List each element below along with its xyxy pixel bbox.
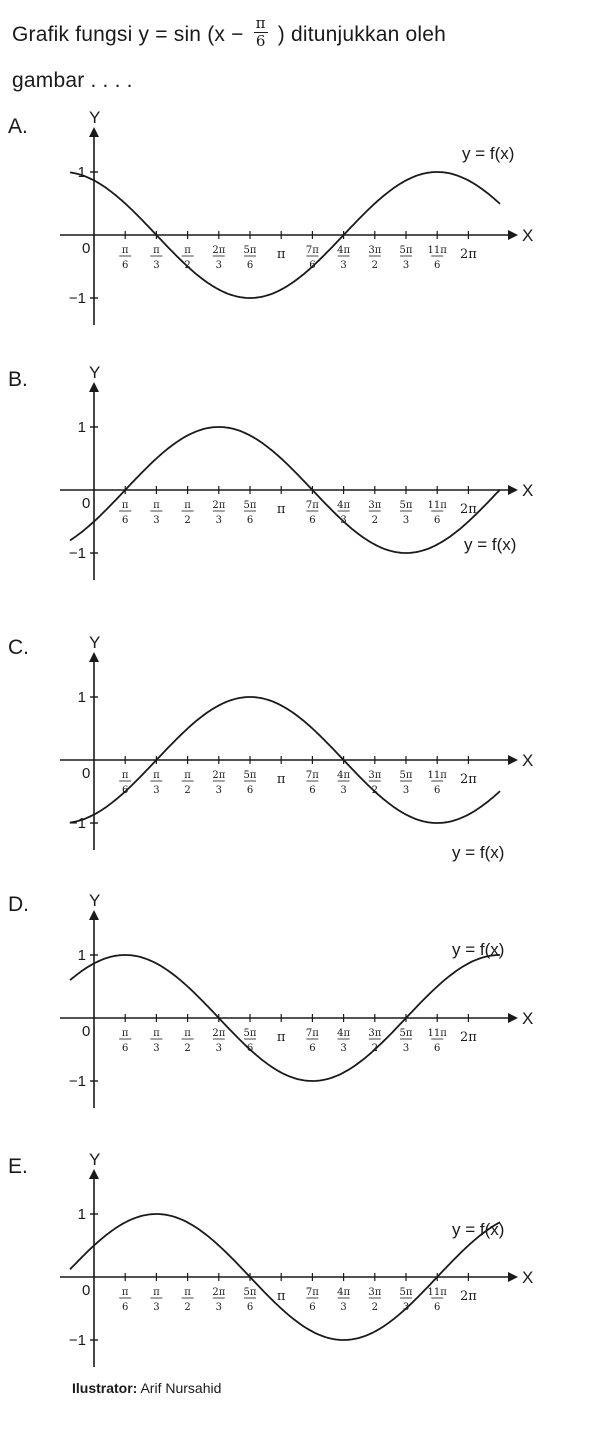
y-axis-arrow xyxy=(89,1169,99,1179)
x-tick-label xyxy=(368,1287,381,1313)
svg-text:5π: 5π xyxy=(399,1287,413,1298)
x-tick-label xyxy=(277,1289,286,1304)
svg-text:6: 6 xyxy=(122,515,129,526)
y-tick-neg-1: −1 xyxy=(68,290,86,307)
svg-text:2: 2 xyxy=(184,515,191,526)
x-axis-arrow xyxy=(508,485,518,495)
svg-text:3: 3 xyxy=(402,515,410,526)
svg-text:π: π xyxy=(276,502,286,517)
x-axis-arrow xyxy=(508,755,518,765)
y-tick-1: 1 xyxy=(77,947,86,964)
svg-text:2π: 2π xyxy=(459,1289,477,1304)
svg-text:3: 3 xyxy=(153,260,160,271)
sine-graph xyxy=(0,633,607,886)
x-tick-label xyxy=(400,1028,413,1054)
svg-text:5π: 5π xyxy=(243,1287,257,1298)
svg-text:5π: 5π xyxy=(243,770,257,781)
svg-text:π: π xyxy=(184,245,191,256)
y-axis-label: Y xyxy=(89,891,101,910)
x-tick-label xyxy=(212,1287,225,1313)
x-axis-label: X xyxy=(522,226,534,245)
svg-text:5π: 5π xyxy=(399,500,413,511)
svg-text:2π: 2π xyxy=(459,247,477,262)
svg-text:2π: 2π xyxy=(459,1030,477,1045)
x-tick-label xyxy=(337,1287,350,1313)
svg-text:π: π xyxy=(121,1028,129,1039)
x-tick-label xyxy=(460,772,477,787)
svg-text:2π: 2π xyxy=(212,1028,226,1039)
svg-text:π: π xyxy=(276,1289,286,1304)
svg-text:7π: 7π xyxy=(305,1028,319,1039)
question-text-start: Grafik fungsi y = sin (x − xyxy=(12,23,244,46)
x-tick-label xyxy=(460,1289,477,1304)
svg-text:3: 3 xyxy=(340,785,347,796)
question-text xyxy=(12,12,597,104)
x-tick-label xyxy=(368,245,381,271)
svg-text:π: π xyxy=(184,500,191,511)
x-tick-label xyxy=(182,1028,194,1054)
svg-text:3: 3 xyxy=(215,785,222,796)
svg-text:π: π xyxy=(153,1287,160,1298)
curve-label: y = f(x) xyxy=(452,940,505,959)
svg-text:3π: 3π xyxy=(368,1287,382,1298)
svg-text:3π: 3π xyxy=(368,500,382,511)
illustrator-label: Ilustrator: xyxy=(72,1380,138,1396)
origin-label: 0 xyxy=(82,240,91,257)
svg-text:2: 2 xyxy=(371,515,378,526)
x-tick-label xyxy=(244,500,257,526)
svg-text:4π: 4π xyxy=(337,1028,351,1039)
x-tick-label xyxy=(400,500,413,526)
svg-text:3: 3 xyxy=(402,1302,410,1313)
svg-text:5π: 5π xyxy=(399,1028,413,1039)
sine-graph xyxy=(0,108,607,365)
svg-text:π: π xyxy=(184,1287,191,1298)
x-tick-label xyxy=(212,245,225,271)
svg-text:2π: 2π xyxy=(212,1287,226,1298)
illustrator-name: Arif Nursahid xyxy=(140,1380,222,1396)
x-tick-label xyxy=(460,1030,477,1045)
x-tick-label xyxy=(428,770,448,796)
svg-text:2π: 2π xyxy=(212,500,226,511)
svg-text:π: π xyxy=(153,770,160,781)
option-c[interactable] xyxy=(0,633,607,886)
origin-label: 0 xyxy=(82,1023,91,1040)
svg-text:3: 3 xyxy=(153,785,160,796)
x-tick-label xyxy=(244,770,257,796)
svg-text:3π: 3π xyxy=(368,245,382,256)
x-tick-label xyxy=(428,1028,448,1054)
svg-text:π: π xyxy=(276,772,286,787)
svg-text:3: 3 xyxy=(340,1302,347,1313)
svg-text:6: 6 xyxy=(309,785,316,796)
svg-text:π: π xyxy=(121,500,129,511)
y-axis-arrow xyxy=(89,382,99,392)
x-tick-label xyxy=(428,1287,448,1313)
x-tick-label xyxy=(306,1287,319,1313)
svg-text:11π: 11π xyxy=(427,1028,447,1039)
x-tick-label xyxy=(150,770,162,796)
y-axis-label: Y xyxy=(89,633,101,652)
x-tick-label xyxy=(306,1028,319,1054)
x-tick-label xyxy=(182,1287,194,1313)
x-axis-label: X xyxy=(522,751,534,770)
option-letter: E. xyxy=(8,1155,28,1178)
svg-text:3: 3 xyxy=(153,515,160,526)
option-b[interactable] xyxy=(0,363,607,618)
option-e[interactable] xyxy=(0,1150,607,1405)
svg-text:6: 6 xyxy=(434,1302,441,1313)
origin-label: 0 xyxy=(82,495,91,512)
curve-label: y = f(x) xyxy=(462,144,515,163)
svg-text:5π: 5π xyxy=(243,245,257,256)
svg-text:6: 6 xyxy=(246,1043,254,1054)
svg-text:3: 3 xyxy=(340,515,347,526)
option-a[interactable] xyxy=(0,108,607,365)
svg-text:3: 3 xyxy=(153,1302,160,1313)
svg-text:2: 2 xyxy=(184,1302,191,1313)
x-tick-label xyxy=(119,1028,131,1054)
svg-text:6: 6 xyxy=(246,515,254,526)
svg-text:3: 3 xyxy=(402,785,410,796)
svg-text:3π: 3π xyxy=(368,1028,382,1039)
svg-text:11π: 11π xyxy=(427,1287,447,1298)
svg-text:5π: 5π xyxy=(399,770,413,781)
x-tick-label xyxy=(277,772,286,787)
svg-text:π: π xyxy=(153,245,160,256)
y-axis-arrow xyxy=(89,910,99,920)
option-letter: B. xyxy=(8,368,28,391)
svg-text:2π: 2π xyxy=(459,772,477,787)
x-tick-label xyxy=(368,500,381,526)
x-tick-label xyxy=(277,502,286,517)
y-tick-1: 1 xyxy=(77,689,86,706)
svg-text:3: 3 xyxy=(215,260,222,271)
x-tick-label xyxy=(400,770,413,796)
x-tick-label xyxy=(150,1287,162,1313)
x-tick-label xyxy=(337,1028,350,1054)
svg-text:7π: 7π xyxy=(305,245,319,256)
x-tick-label xyxy=(119,500,131,526)
svg-text:5π: 5π xyxy=(399,245,413,256)
x-axis-arrow xyxy=(508,1013,518,1023)
svg-text:6: 6 xyxy=(246,260,254,271)
svg-text:2: 2 xyxy=(371,1302,378,1313)
x-tick-label xyxy=(182,500,194,526)
svg-text:π: π xyxy=(121,245,129,256)
svg-text:2: 2 xyxy=(371,785,378,796)
y-tick-1: 1 xyxy=(77,164,86,181)
x-tick-label xyxy=(119,1287,131,1313)
x-tick-label xyxy=(400,245,413,271)
question-text-end: ) ditunjukkan oleh xyxy=(277,23,446,46)
y-tick-neg-1: −1 xyxy=(68,1073,86,1090)
svg-text:π: π xyxy=(121,770,129,781)
svg-text:3π: 3π xyxy=(368,770,382,781)
svg-text:6: 6 xyxy=(434,260,441,271)
x-tick-label xyxy=(428,500,448,526)
svg-text:3: 3 xyxy=(215,1043,222,1054)
svg-text:5π: 5π xyxy=(243,500,257,511)
svg-text:π: π xyxy=(184,1028,191,1039)
x-tick-label xyxy=(212,500,225,526)
x-tick-label xyxy=(460,247,477,262)
sine-graph xyxy=(0,893,607,1143)
svg-text:4π: 4π xyxy=(337,1287,351,1298)
svg-text:π: π xyxy=(184,770,191,781)
svg-text:3: 3 xyxy=(340,1043,347,1054)
option-letter: D. xyxy=(8,893,29,916)
svg-text:2: 2 xyxy=(184,1043,191,1054)
x-tick-label xyxy=(337,770,350,796)
sine-graph xyxy=(0,1150,607,1405)
x-tick-label xyxy=(428,245,448,271)
svg-text:π: π xyxy=(153,500,160,511)
x-tick-label xyxy=(244,245,257,271)
y-axis-label: Y xyxy=(89,108,101,127)
x-tick-label xyxy=(277,247,286,262)
y-tick-1: 1 xyxy=(77,419,86,436)
x-axis-label: X xyxy=(522,1268,534,1287)
x-axis-arrow xyxy=(508,230,518,240)
svg-text:2: 2 xyxy=(184,260,191,271)
svg-text:4π: 4π xyxy=(337,245,351,256)
fraction-numerator: π xyxy=(255,13,266,32)
svg-text:6: 6 xyxy=(434,515,441,526)
x-axis-label: X xyxy=(522,1009,534,1028)
svg-text:6: 6 xyxy=(246,1302,254,1313)
y-axis-arrow xyxy=(89,127,99,137)
x-tick-label xyxy=(150,245,162,271)
svg-text:6: 6 xyxy=(309,1043,316,1054)
y-tick-neg-1: −1 xyxy=(68,545,86,562)
svg-text:4π: 4π xyxy=(337,500,351,511)
x-tick-label xyxy=(212,1028,225,1054)
svg-text:2π: 2π xyxy=(459,502,477,517)
svg-text:6: 6 xyxy=(309,260,316,271)
svg-text:11π: 11π xyxy=(427,500,447,511)
svg-text:3: 3 xyxy=(153,1043,160,1054)
svg-text:π: π xyxy=(153,1028,160,1039)
svg-text:5π: 5π xyxy=(243,1028,257,1039)
svg-text:6: 6 xyxy=(246,785,254,796)
x-tick-label xyxy=(337,245,350,271)
svg-text:6: 6 xyxy=(434,1043,441,1054)
option-d[interactable] xyxy=(0,893,607,1143)
option-letter: A. xyxy=(8,115,28,138)
y-axis-arrow xyxy=(89,652,99,662)
svg-text:6: 6 xyxy=(122,260,129,271)
svg-text:3: 3 xyxy=(340,260,347,271)
svg-text:2: 2 xyxy=(184,785,191,796)
fraction-denominator: 6 xyxy=(255,31,266,50)
y-tick-neg-1: −1 xyxy=(68,815,86,832)
svg-text:π: π xyxy=(276,1030,286,1045)
svg-text:11π: 11π xyxy=(427,770,447,781)
y-tick-neg-1: −1 xyxy=(68,1332,86,1349)
svg-text:7π: 7π xyxy=(305,770,319,781)
svg-text:4π: 4π xyxy=(337,770,351,781)
svg-text:3: 3 xyxy=(402,1043,410,1054)
x-tick-label xyxy=(182,770,194,796)
svg-text:2π: 2π xyxy=(212,770,226,781)
svg-text:6: 6 xyxy=(309,515,316,526)
svg-text:6: 6 xyxy=(434,785,441,796)
svg-text:6: 6 xyxy=(122,785,129,796)
y-axis-label: Y xyxy=(89,1150,101,1169)
svg-text:7π: 7π xyxy=(305,500,319,511)
x-tick-label xyxy=(212,770,225,796)
svg-text:6: 6 xyxy=(122,1302,129,1313)
origin-label: 0 xyxy=(82,765,91,782)
illustrator-credit xyxy=(72,1380,221,1396)
question-fraction xyxy=(254,15,268,50)
svg-text:7π: 7π xyxy=(305,1287,319,1298)
x-axis-arrow xyxy=(508,1272,518,1282)
svg-text:2: 2 xyxy=(371,260,378,271)
x-tick-label xyxy=(119,245,131,271)
x-tick-label xyxy=(150,500,162,526)
option-letter: C. xyxy=(8,636,29,659)
origin-label: 0 xyxy=(82,1282,91,1299)
x-tick-label xyxy=(277,1030,286,1045)
svg-text:6: 6 xyxy=(122,1043,129,1054)
y-axis-label: Y xyxy=(89,363,101,382)
sine-graph xyxy=(0,363,607,618)
svg-text:3: 3 xyxy=(215,515,222,526)
svg-text:6: 6 xyxy=(309,1302,316,1313)
x-axis-label: X xyxy=(522,481,534,500)
curve-label: y = f(x) xyxy=(452,843,505,862)
svg-text:2π: 2π xyxy=(212,245,226,256)
svg-text:2: 2 xyxy=(371,1043,378,1054)
x-tick-label xyxy=(306,770,319,796)
curve-label: y = f(x) xyxy=(464,535,517,554)
y-tick-1: 1 xyxy=(77,1206,86,1223)
svg-text:π: π xyxy=(276,247,286,262)
x-tick-label xyxy=(150,1028,162,1054)
question-text-line2: gambar . . . . xyxy=(12,69,133,92)
curve-label: y = f(x) xyxy=(452,1220,505,1239)
x-tick-label xyxy=(306,500,319,526)
x-tick-label xyxy=(244,1287,257,1313)
svg-text:3: 3 xyxy=(215,1302,222,1313)
svg-text:3: 3 xyxy=(402,260,410,271)
svg-text:11π: 11π xyxy=(427,245,447,256)
svg-text:π: π xyxy=(121,1287,129,1298)
